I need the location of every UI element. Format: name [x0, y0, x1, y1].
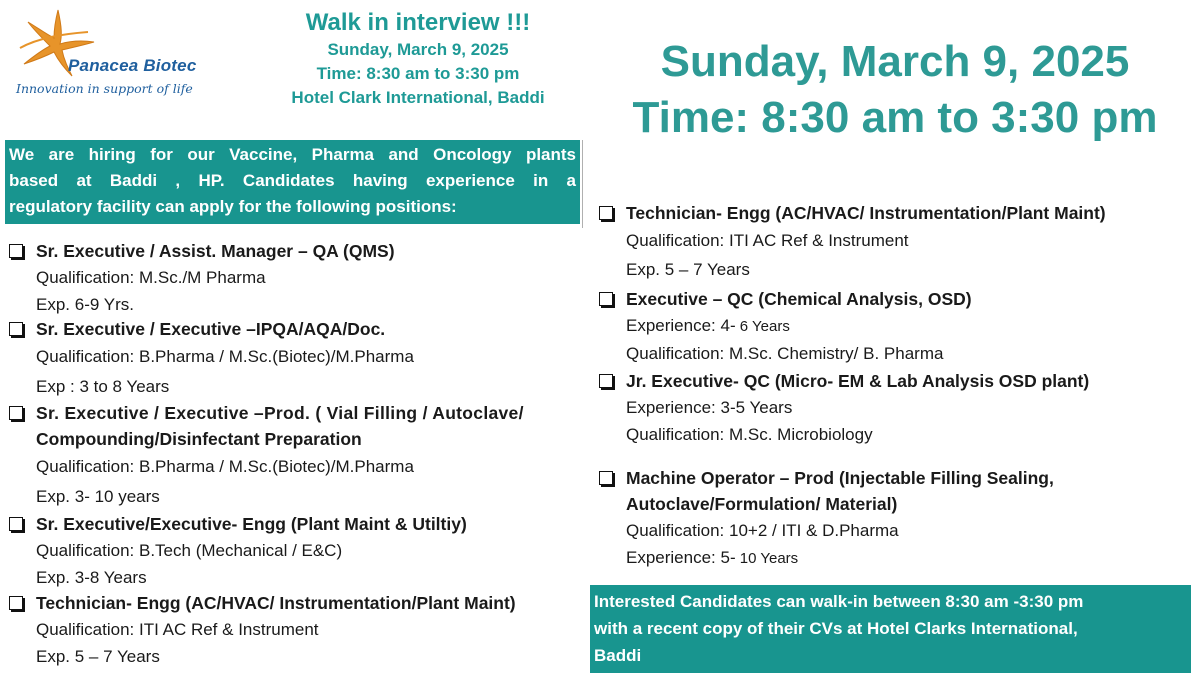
job-detail: Qualification: ITI AC Ref & Instrument: [626, 231, 909, 250]
job-listing: [596, 200, 1106, 284]
checkbox-bullet-icon: [599, 471, 613, 485]
interview-header: [262, 8, 574, 110]
job-title: Jr. Executive- QC (Micro- EM & Lab Analysis OSD plant): [596, 368, 1089, 394]
job-detail: Experience: 4- 6 Years: [626, 316, 790, 335]
job-listing: [6, 316, 414, 402]
checkbox-bullet-icon: [9, 596, 23, 610]
footer-line: Interested Candidates can walk-in between 8:30 am -3:30 pm: [594, 592, 1084, 611]
checkbox-bullet-icon: [9, 244, 23, 258]
job-detail: Exp. 5 – 7 Years: [36, 647, 160, 666]
company-tagline: Innovation in support of life: [16, 81, 193, 96]
job-detail: Qualification: B.Pharma / M.Sc.(Biotec)/M.Pharma: [36, 457, 414, 476]
header-date: Sunday, March 9, 2025: [327, 40, 509, 59]
header-venue: Hotel Clark International, Baddi: [291, 88, 545, 107]
job-listing: [596, 368, 1089, 448]
column-divider: [582, 140, 583, 228]
checkbox-bullet-icon: [9, 322, 23, 336]
checkbox-bullet-icon: [599, 374, 613, 388]
job-detail: Exp : 3 to 8 Years: [36, 377, 170, 396]
job-listing: [6, 238, 395, 318]
company-name: Panacea Biotec: [68, 56, 197, 75]
job-listing: [6, 400, 524, 512]
date-banner: [590, 34, 1200, 146]
banner-time: Time: 8:30 am to 3:30 pm: [632, 93, 1158, 142]
job-title: Sr. Executive / Executive –Prod. ( Vial Filling / Autoclave/: [6, 400, 524, 426]
footer-line: with a recent copy of their CVs at Hotel Clarks International,: [594, 619, 1078, 638]
job-title: Sr. Executive/Executive- Engg (Plant Maint & Utiltiy): [6, 511, 467, 537]
job-detail: Qualification: M.Sc. Microbiology: [626, 425, 873, 444]
intro-box: [5, 140, 580, 224]
job-detail: Qualification: M.Sc./M Pharma: [36, 268, 266, 287]
job-title: Technician- Engg (AC/HVAC/ Instrumentation/Plant Maint): [596, 200, 1106, 226]
job-title: Machine Operator – Prod (Injectable Filling Sealing,: [596, 465, 1054, 491]
checkbox-bullet-icon: [9, 406, 23, 420]
job-detail: Exp. 5 – 7 Years: [626, 260, 750, 279]
job-detail: Qualification: B.Tech (Mechanical / E&C): [36, 541, 343, 560]
job-listing: [596, 286, 972, 367]
checkbox-bullet-icon: [9, 517, 23, 531]
job-detail: Experience: 3-5 Years: [626, 398, 793, 417]
header-time: Time: 8:30 am to 3:30 pm: [316, 64, 520, 83]
banner-date: Sunday, March 9, 2025: [660, 37, 1130, 86]
checkbox-bullet-icon: [599, 292, 613, 306]
checkbox-bullet-icon: [599, 206, 613, 220]
footer-line: Baddi: [594, 646, 642, 665]
header-title: Walk in interview !!!: [305, 9, 531, 36]
job-listing: [6, 590, 516, 670]
intro-line: regulatory facility can apply for the following positions:: [9, 197, 457, 216]
job-detail: Exp. 3-8 Years: [36, 568, 147, 587]
job-detail: Qualification: B.Pharma / M.Sc.(Biotec)/M.Pharma: [36, 347, 414, 366]
job-listing: [6, 511, 467, 591]
job-detail: Qualification: ITI AC Ref & Instrument: [36, 620, 319, 639]
job-detail: Exp. 6-9 Yrs.: [36, 295, 134, 314]
job-detail: Experience: 5- 10 Years: [626, 548, 799, 567]
walk-in-info-box: [590, 585, 1191, 673]
job-title: Executive – QC (Chemical Analysis, OSD): [596, 286, 972, 312]
job-listing: [596, 465, 1054, 572]
job-title-continued: Autoclave/Formulation/ Material): [626, 494, 898, 514]
job-detail: Exp. 3- 10 years: [36, 487, 160, 506]
job-title: Sr. Executive / Executive –IPQA/AQA/Doc.: [6, 316, 414, 342]
company-logo: [12, 6, 252, 98]
job-title: Technician- Engg (AC/HVAC/ Instrumentation/Plant Maint): [6, 590, 516, 616]
job-title: Sr. Executive / Assist. Manager – QA (QMS): [6, 238, 395, 264]
job-title-continued: Compounding/Disinfectant Preparation: [36, 429, 362, 449]
intro-line: based at Baddi , HP. Candidates having experience in a: [9, 171, 576, 190]
job-detail: Qualification: 10+2 / ITI & D.Pharma: [626, 521, 899, 540]
intro-line: We are hiring for our Vaccine, Pharma and Oncology plants: [9, 145, 576, 164]
job-detail: Qualification: M.Sc. Chemistry/ B. Pharma: [626, 344, 944, 363]
